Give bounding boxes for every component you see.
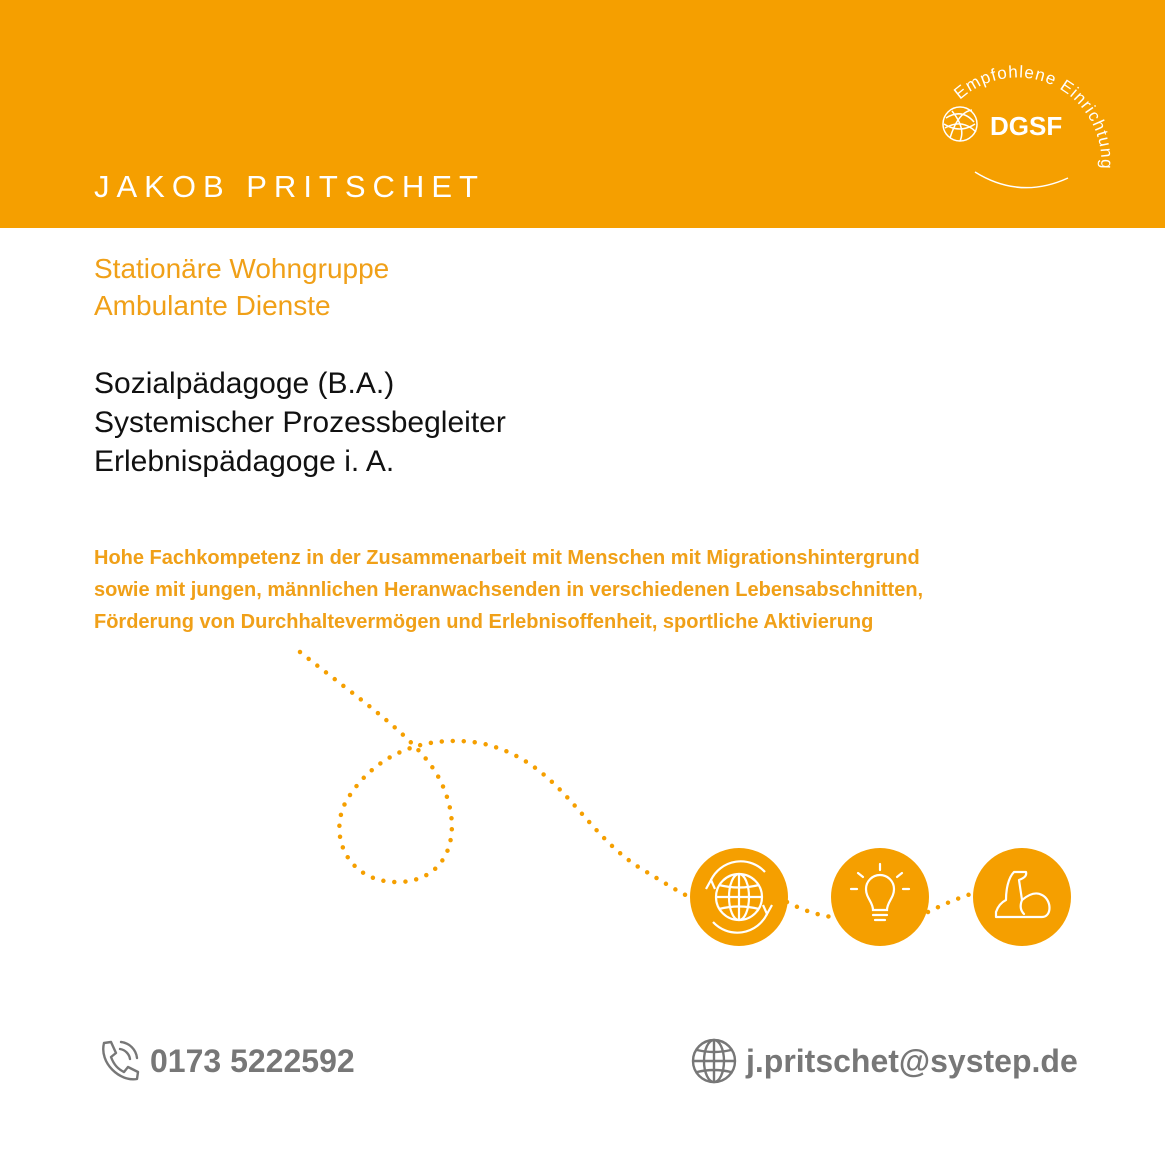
department-item: Stationäre Wohngruppe [94,253,390,284]
badge-arc-text: Empfohlene Einrichtung [950,62,1117,170]
email-contact[interactable] [690,1036,1078,1086]
globe-rotate-icon [690,848,788,946]
qualification-item: Sozialpädagoge (B.A.) [94,367,395,400]
competence-line: Hohe Fachkompetenz in der Zusammenarbeit mit Menschen mit Migrationshintergrund [94,547,920,569]
phone-icon [94,1037,142,1085]
department-item: Ambulante Dienste [94,290,331,321]
email-address[interactable]: j.pritschet@systep.de [746,1042,1078,1079]
dotted-connector [928,893,974,912]
phone-number[interactable]: 0173 5222592 [150,1042,355,1079]
competence-line: Förderung von Durchhaltevermögen und Erlebnisoffenheit, sportliche Aktivierung [94,611,874,633]
competence-line: sowie mit jungen, männlichen Heranwachsenden in verschiedenen Lebensabschnitten, [94,579,924,601]
badge-org: DGSF [990,111,1063,141]
flexed-arm-icon [973,848,1071,946]
globe-icon [690,1037,738,1085]
lightbulb-icon [831,848,929,946]
dotted-path [300,652,692,898]
person-name: JAKOB PRITSCHET [94,169,485,204]
qualification-item: Systemischer Prozessbegleiter [94,406,506,439]
phone-contact[interactable] [94,1036,355,1086]
dotted-connector [787,902,832,917]
qualification-item: Erlebnispädagoge i. A. [94,445,395,478]
